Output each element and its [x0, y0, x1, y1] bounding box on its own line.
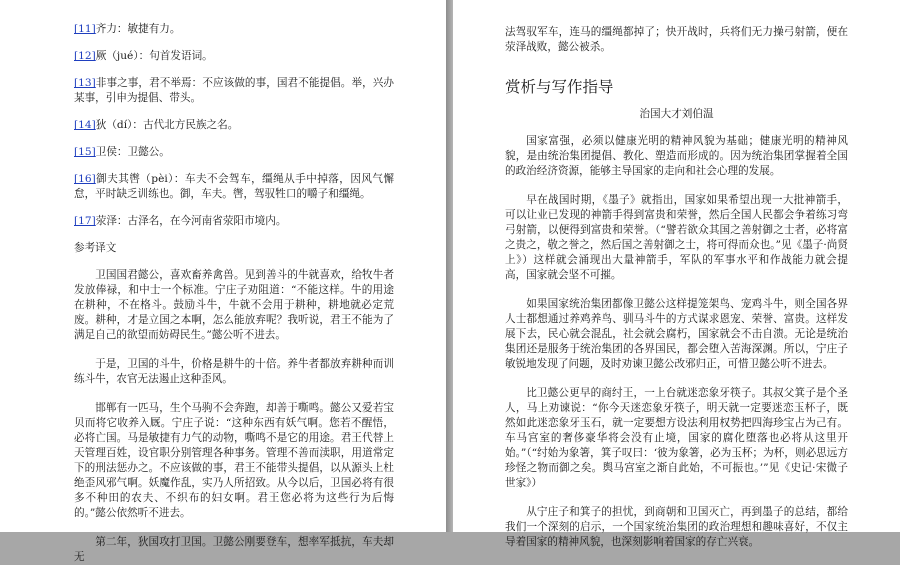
analysis-paragraph: 如果国家统治集团都像卫懿公这样提笼架鸟、宠鸡斗牛，则全国各界人士都想通过养鸡养鸟、驯马斗牛的方式谋求恩宠、荣誉、富贵。这样发展下去，民心就会混乱，社会就会腐朽，国家就会不击自溃。无论是统治集团还是服务于统治集团的各界国民，都会堕入苦海深渊。所以，宁庄子敏锐地发现了问题，及时劝谏卫懿公改邪归正，可惜卫懿公听不进去。: [505, 298, 848, 370]
footnote-link[interactable]: [13]: [74, 77, 96, 89]
footnote-text: 狄（dí）：古代北方民族之名。: [95, 119, 239, 131]
footnote-link[interactable]: [14]: [74, 119, 96, 131]
footnote-item: [74, 22, 394, 37]
footnote-text: 御夫其辔（pèi）：车夫不会驾车，缰绳从手中掉落，因风气懈怠，平时缺乏训练也。御，车夫。辔，驾驭牲口的嚼子和缰绳。: [74, 173, 394, 200]
section-heading: 赏析与写作指导: [505, 78, 614, 96]
footnote-item: [74, 214, 394, 229]
right-page: [453, 0, 900, 548]
footnote-item: [74, 49, 394, 64]
footnote-text: 厥（jué）：句首发语词。: [95, 50, 213, 62]
left-page: [0, 0, 446, 563]
analysis-paragraph: 早在战国时期，《墨子》就指出，国家如果希望出现一大批神箭手，可以让业已发现的神箭手得到富贵和荣誉，然后全国人民都会争着练习弯弓射箭，以便得到富贵和荣誉。（“譬若欲众其国之善射御之士者，必将富之贵之，敬之誉之，然后国之善射御之士，将可得而众也。”见《墨子·尚贤上》）这样就会涌现出大量神箭手，军队的军事水平和作战能力就会提高，国家就会坚不可摧。: [505, 194, 848, 281]
footnote-text: 卫侯：卫懿公。: [95, 146, 170, 158]
footnote-text: 非事之事，君不举焉：不应该做的事，国君不能提倡。举，兴办某事，引申为提倡、带头。: [74, 77, 394, 104]
page-gutter: [446, 0, 453, 532]
analysis-paragraph: 比卫懿公更早的商纣王，一上台就迷恋象牙筷子。其叔父箕子是个圣人，马上劝谏说：“你今天迷恋象牙筷子，明天就一定要迷恋玉杯子，既然如此迷恋象牙玉石，就一定要想方设法利用权势把四海珍宝占为己有。车马宫室的奢侈豪华将会没有止境，国家的腐化堕落也必将从这里开始。”（“纣始为象箸，箕子叹曰：‘彼为象箸，必为玉杯；为杯，则必思远方珍怪之物而御之矣。舆马宫室之渐自此始，不可振也。’”见《史记·宋微子世家》）: [505, 387, 848, 489]
footnote-text: 荥泽：古泽名，在今河南省荥阳市境内。: [95, 215, 287, 227]
continued-paragraph: 法驾驭军车，连马的缰绳都掉了；快开战时，兵将们无力操弓射箭，便在荥泽战败，懿公被杀。: [505, 26, 848, 53]
footnote-item: [74, 172, 394, 202]
analysis-paragraph: 从宁庄子和箕子的担忧，到商朝和卫国灭亡，再到墨子的总结，都给我们一个深刻的启示，一个国家统治集团的政治理想和趣味喜好，不仅主导着国家的精神风貌，也深刻影响着国家的存亡兴衰。: [505, 506, 848, 548]
footnote-item: [74, 76, 394, 106]
footnote-link[interactable]: [12]: [74, 50, 96, 62]
footnote-item: [74, 118, 394, 133]
footnote-link[interactable]: [11]: [74, 23, 96, 35]
section-subheading: 治国大才刘伯温: [639, 108, 714, 120]
analysis-paragraph: 国家富强，必须以健康光明的精神风貌为基础；健康光明的精神风貌，是由统治集团提倡、教化、塑造而形成的。因为统治集团掌握着全国的政治经济资源，能够主导国家的走向和社会心理的发展。: [505, 135, 848, 177]
footnote-link[interactable]: [17]: [74, 215, 96, 227]
translation-heading: 参考译文: [74, 242, 117, 254]
translation-paragraph: 卫国国君懿公，喜欢畜养禽兽。见到善斗的牛就喜欢，给牧牛者发放俸禄，和中士一个标准。宁庄子劝阻道：“不能这样。牛的用途在耕种，不在格斗。鼓励斗牛，牛就不会用于耕种，耕地就必定荒废。耕种，才是立国之本啊，怎么能放弃呢？我听说，君王不能为了满足自己的欲望而妨碍民生。”懿公听不进去。: [74, 269, 394, 341]
footnote-link[interactable]: [16]: [74, 173, 96, 185]
footnote-list: [74, 22, 394, 229]
translation-paragraph: 于是，卫国的斗牛，价格是耕牛的十倍。养牛者都放弃耕种而训练斗牛，农官无法遏止这种歪风。: [74, 358, 394, 385]
translation-paragraph: 邯郸有一匹马，生个马驹不会奔跑，却善于嘶鸣。懿公又爱若宝贝而将它收养入厩。宁庄子说：“这种东西有妖气啊。您若不醒悟，必将亡国。马是敏捷有力气的动物，嘶鸣不是它的用途。君王代替上天管理百姓，设官职分别管理各种事务。管理不善而渎职，用道常定下的刑法惩办之。不应该做的事，君王不能带头提倡，以从源头上杜绝歪风邪气啊。妖魔作乱，实乃人所招致。从今以后，卫国必将有很多不种田的农夫、不织布的妇女啊。君王您必将为这些行为后悔的。”懿公依然听不进去。: [74, 402, 394, 519]
footnote-item: [74, 145, 394, 160]
translation-paragraph: 第二年，狄国攻打卫国。卫懿公刚要登车，想率军抵抗，车夫却无: [74, 536, 394, 563]
footnote-text: 齐力：敏捷有力。: [95, 23, 181, 35]
footnote-link[interactable]: [15]: [74, 146, 96, 158]
